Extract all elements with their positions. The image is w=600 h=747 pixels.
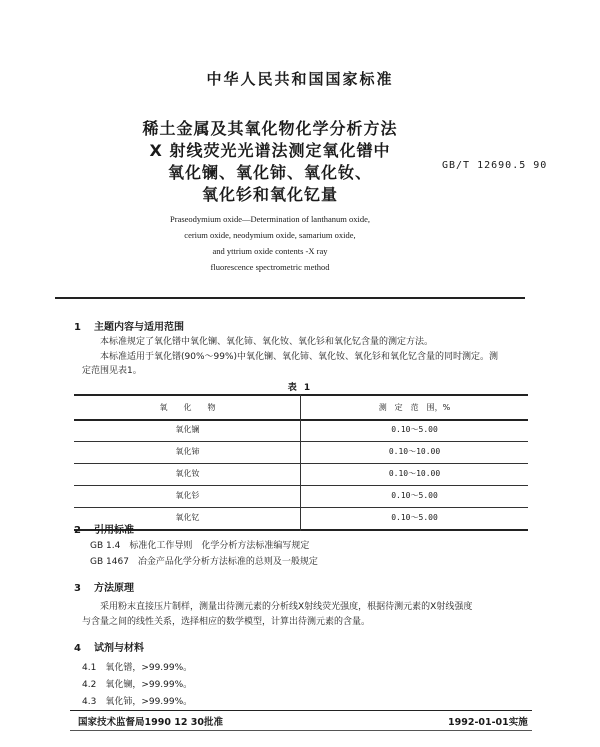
- table-row: [74, 419, 528, 442]
- table-cell-oxide: 氧化钐: [175, 491, 200, 500]
- table-cell-range: 0.10～5.00: [391, 425, 438, 434]
- title-line-3: 氧化镧、氧化铈、氧化钕、: [167, 163, 372, 182]
- list-item: 4.3 氧化铈，>99.99%。: [82, 697, 193, 707]
- table-cell-range: 0.10～10.00: [388, 447, 441, 456]
- table-cell-range: 0.10～10.00: [388, 469, 441, 478]
- standard-number: GB/T 12690.5 90: [442, 160, 548, 171]
- section-3-title: 方法原理: [94, 583, 134, 594]
- table-row: [74, 485, 528, 508]
- section-1-number: 1: [74, 322, 81, 333]
- reference-1: GB 1.4 标准化工作导则 化学分析方法标准编写规定: [90, 541, 310, 551]
- bottom-divider: [70, 730, 532, 731]
- footer-divider: [70, 710, 532, 711]
- title-line-4: 氧化钐和氧化钇量: [201, 185, 338, 204]
- section-3-heading: [74, 579, 134, 594]
- section-3-para-1: 采用粉末直接压片制样，测量出待测元素的分析线X射线荧光强度，根据待测元素的X射线强度: [100, 602, 473, 612]
- section-3-para-2: 与含量之间的线性关系，选择相应的数学模型，计算出待测元素的含量。: [82, 617, 371, 627]
- english-title-line-4: fluorescence spectrometric method: [210, 262, 330, 272]
- section-2-heading: [74, 521, 134, 536]
- table-cell-oxide: 氧化铈: [175, 447, 200, 456]
- section-1-para-2b: 定范围见表1。: [82, 366, 142, 376]
- section-2-number: 2: [74, 525, 81, 536]
- section-4-heading: [74, 639, 144, 654]
- title-line-1: 稀土金属及其氧化物化学分析方法: [142, 119, 398, 138]
- national-standard-heading: 中华人民共和国国家标准: [206, 70, 394, 88]
- header-divider: [55, 297, 525, 299]
- table-cell-oxide: 氧化钇: [175, 513, 200, 522]
- table-cell-oxide: 氧化钕: [175, 469, 200, 478]
- table-row: [74, 507, 528, 531]
- list-item: 4.1 氧化镨，>99.99%。: [82, 663, 193, 673]
- section-4-number: 4: [74, 643, 81, 654]
- section-1-para-2a: 本标准适用于氧化镨(90%～99%)中氧化镧、氧化铈、氧化钕、氧化钐和氧化钇含量的同时测定。测: [100, 352, 499, 362]
- section-1-para-1: 本标准规定了氧化镨中氧化镧、氧化铈、氧化钕、氧化钐和氧化钇含量的测定方法。: [100, 337, 434, 347]
- table-column-divider: [300, 394, 301, 531]
- reference-2: GB 1467 冶金产品化学分析方法标准的总则及一般规定: [90, 557, 318, 567]
- table-caption: 表 1: [287, 383, 313, 393]
- table-cell-range: 0.10～5.00: [391, 513, 438, 522]
- table-cell-range: 0.10～5.00: [391, 491, 438, 500]
- section-1-title: 主题内容与适用范围: [94, 322, 184, 333]
- section-2-title: 引用标准: [94, 525, 134, 536]
- section-1-heading: [74, 318, 184, 333]
- english-title-line-3: and yttrium oxide contents -X ray: [212, 246, 328, 256]
- english-title-line-1: Praseodymium oxide—Determination of lanthanum oxide,: [170, 214, 370, 224]
- english-title-line-2: cerium oxide, neodymium oxide, samarium oxide,: [184, 230, 356, 240]
- table-header-oxide: 氧 化 物: [159, 403, 216, 412]
- section-4-title: 试剂与材料: [94, 643, 144, 654]
- implementation-date: 1992-01-01实施: [448, 717, 528, 728]
- table-header-row: [74, 394, 528, 421]
- list-item: 4.2 氧化镧，>99.99%。: [82, 680, 193, 690]
- approval-date: 国家技术监督局1990 12 30批准: [78, 717, 223, 728]
- section-3-number: 3: [74, 583, 81, 594]
- table-header-range: 测 定 范 围，%: [378, 403, 451, 412]
- title-line-2: X 射线荧光光谱法测定氧化镨中: [149, 141, 391, 160]
- table-row: [74, 463, 528, 486]
- table-row: [74, 441, 528, 464]
- table-cell-oxide: 氧化镧: [175, 425, 200, 434]
